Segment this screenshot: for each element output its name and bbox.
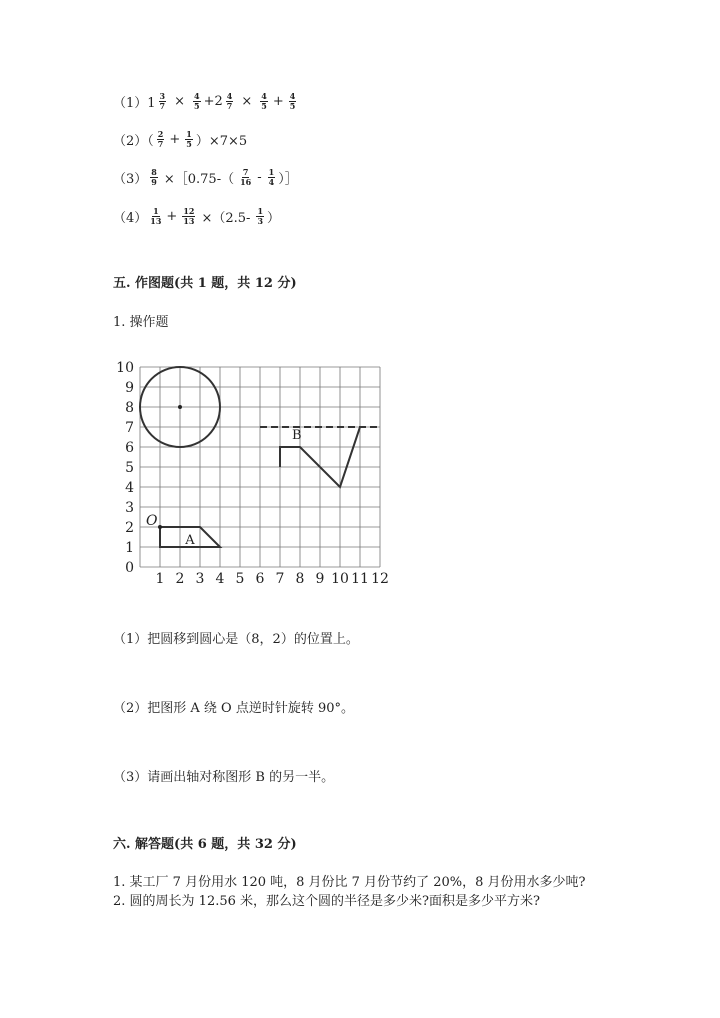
y-tick-label: 4: [125, 480, 134, 496]
operator: +: [272, 94, 284, 109]
calc-line-4: [113, 207, 280, 226]
fraction: $\frac{8}{9}$: [151, 167, 157, 187]
y-tick-label: 0: [125, 560, 134, 576]
calc-tail: ）×7×5: [195, 134, 248, 149]
y-tick-label: 1: [125, 540, 134, 556]
question-title: 1. 操作题: [113, 315, 169, 330]
fraction: $\frac{4}{5}$: [261, 91, 267, 111]
section-heading: 六. 解答题(共 6 题，共 32 分): [113, 837, 297, 852]
fraction: $\frac{3}{7}$: [159, 91, 166, 111]
y-tick-label: 3: [125, 500, 134, 516]
fraction: $\frac{1}{5}$: [186, 129, 192, 149]
section-heading: 五. 作图题(共 1 题，共 12 分): [113, 276, 297, 291]
x-tick-label: 3: [195, 571, 205, 586]
x-tick-label: 10: [331, 571, 349, 586]
operator: -: [257, 170, 262, 185]
y-tick-label: 7: [125, 420, 134, 436]
subquestion-1: （1）把圆移到圆心是（8，2）的位置上。: [113, 632, 359, 647]
y-tick-label: 6: [125, 440, 134, 456]
circle-center-dot: [178, 405, 182, 409]
fraction: $\frac{4}{7}$: [226, 91, 233, 111]
calc-line-2: [113, 130, 247, 149]
x-tick-label: 6: [255, 571, 265, 586]
x-tick-label: 4: [215, 571, 225, 586]
calc-tail: ）: [267, 211, 281, 226]
fraction: $\frac{1}{4}$: [268, 167, 275, 187]
coordinate-grid-figure: [112, 356, 402, 586]
fraction: $\frac{4}{5}$: [289, 91, 296, 111]
operator: ×［0.75-（: [163, 172, 235, 187]
origin-label: O: [146, 513, 158, 529]
y-tick-label: 5: [125, 460, 134, 476]
question-2: 2. 圆的周长为 12.56 米，那么这个圆的半径是多少米?面积是多少平方米?: [113, 894, 540, 909]
subquestion-2: （2）把图形 A 绕 O 点逆时针旋转 90°。: [113, 701, 355, 716]
calc-label: （3）: [113, 172, 148, 187]
question-1: 1. 某工厂 7 月份用水 120 吨，8 月份比 7 月份节约了 20%，8 月份用水多少吨?: [113, 875, 586, 890]
calc-tail: ）］: [278, 172, 298, 187]
y-tick-label: 9: [125, 380, 134, 396]
x-tick-label: 2: [175, 571, 185, 586]
fraction: $\frac{1}{13}$: [150, 206, 162, 226]
x-tick-label: 8: [295, 571, 305, 586]
origin-point: [158, 525, 162, 529]
x-tick-label: 1: [155, 571, 165, 586]
calc-line-1: [113, 92, 299, 111]
y-tick-label: 10: [116, 360, 134, 376]
shape-a-label: A: [185, 533, 195, 548]
x-tick-label: 7: [275, 571, 285, 586]
fraction: $\frac{1}{3}$: [257, 206, 264, 226]
operator: ×（2.5-: [201, 211, 251, 226]
calc-label: （2）（: [113, 134, 154, 149]
x-tick-label: 5: [235, 571, 245, 586]
fraction: $\frac{7}{16}$: [240, 167, 252, 187]
calc-label: （4）: [113, 211, 148, 226]
operator: ×: [174, 94, 186, 109]
shape-b-label: B: [292, 428, 302, 443]
operator: +: [169, 132, 181, 147]
operator: +2: [203, 94, 223, 109]
x-tick-label: 9: [315, 571, 325, 586]
x-tick-label: 11: [351, 571, 369, 586]
y-tick-label: 8: [125, 400, 134, 416]
operator: +: [166, 209, 178, 224]
calc-label: （1）1: [113, 96, 156, 111]
calc-line-3: [113, 168, 298, 187]
fraction: $\frac{12}{13}$: [183, 206, 195, 226]
coordinate-grid: [112, 356, 402, 586]
subquestion-3: （3）请画出轴对称图形 B 的另一半。: [113, 770, 335, 785]
operator: ×: [241, 94, 253, 109]
y-tick-label: 2: [125, 520, 134, 536]
fraction: $\frac{4}{5}$: [194, 91, 200, 111]
fraction: $\frac{2}{7}$: [157, 129, 164, 149]
x-tick-label: 12: [371, 571, 389, 586]
